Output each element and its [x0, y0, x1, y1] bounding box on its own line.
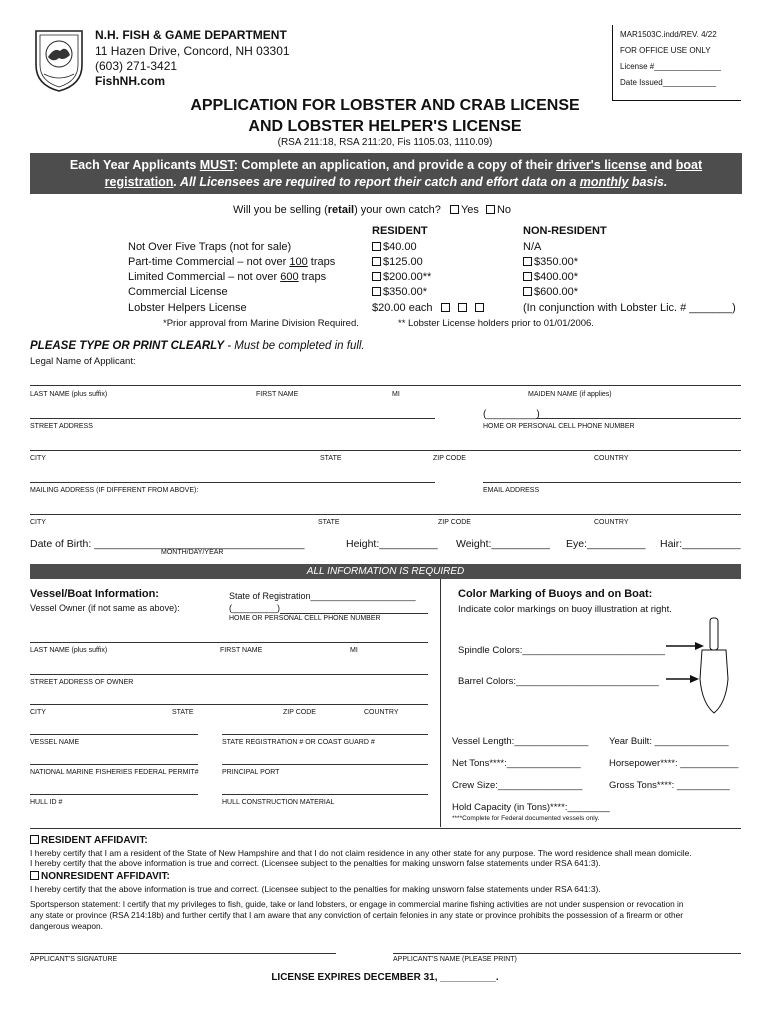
form-title-line2: AND LOBSTER HELPER'S LICENSE [248, 118, 522, 135]
owner-phone-area: (_________) [229, 603, 281, 613]
owner-state-caption: STATE [172, 709, 194, 716]
affidavit-divider [30, 828, 741, 829]
owner-phone-caption: HOME OR PERSONAL CELL PHONE NUMBER [229, 615, 381, 622]
date-issued-field[interactable]: Date Issued____________ [620, 78, 717, 87]
print-clearly-notice: PLEASE TYPE OR PRINT CLEARLY - Must be completed in full. [30, 340, 365, 352]
owner-city-caption: CITY [30, 709, 46, 716]
required-info-bar [30, 564, 741, 579]
notice-bar [30, 153, 742, 194]
nonresident-commercial-checkbox[interactable] [523, 287, 532, 296]
resident-commercial-checkbox[interactable] [372, 287, 381, 296]
gross-tons-field[interactable]: Gross Tons****: __________ [609, 780, 730, 791]
state-reg-number-caption: STATE REGISTRATION # OR COAST GUARD # [222, 739, 375, 746]
city-caption: CITY [30, 455, 46, 462]
vessel-name-caption: VESSEL NAME [30, 739, 80, 746]
owner-street-line[interactable] [30, 674, 428, 675]
buoy-instruction: Indicate color markings on buoy illustration at right. [458, 604, 672, 615]
dob-caption: MONTH/DAY/YEAR [161, 549, 224, 556]
email-address-line[interactable] [483, 482, 741, 483]
applicant-phone-area: (_________) [483, 409, 540, 420]
state-of-registration-field[interactable]: State of Registration_____________________ [229, 591, 416, 601]
fee-label-helper: Lobster Helpers License [128, 302, 247, 314]
nonresident-part-time-checkbox[interactable] [523, 257, 532, 266]
selling-question: Will you be selling (retail) your own catch? Yes No [233, 204, 512, 216]
owner-last-name-caption: LAST NAME (plus suffix) [30, 647, 108, 654]
resident-fee-helper: $20.00 each [372, 302, 486, 314]
department-address: 11 Hazen Drive, Concord, NH 03301 [95, 44, 290, 58]
buoy-illustration[interactable] [660, 617, 742, 715]
phone-caption: HOME OR PERSONAL CELL PHONE NUMBER [483, 423, 635, 430]
sportsperson-statement-1: Sportsperson statement: I certify that my privileges to fish, guide, take or land lobsters, or engage in commercial marine fishing activities are not under suspension or revocation in [30, 899, 684, 909]
nonresident-fee-part-time: $350.00* [521, 256, 578, 268]
license-number-field[interactable]: License #_______________ [620, 62, 721, 71]
resident-fee-five-traps: $40.00 [370, 241, 417, 253]
nonresident-affidavit-checkbox[interactable] [30, 871, 39, 880]
nonresident-fee-commercial: $600.00* [521, 286, 578, 298]
owner-zip-caption: ZIP CODE [283, 709, 316, 716]
mailing-city-line[interactable] [30, 514, 741, 515]
owner-name-line[interactable] [30, 642, 428, 643]
resident-affidavit-checkbox[interactable] [30, 835, 39, 844]
hull-id-caption: HULL ID # [30, 799, 63, 806]
street-address-caption: STREET ADDRESS [30, 423, 93, 430]
resident-fee-commercial: $350.00* [370, 286, 427, 298]
principal-port-line[interactable] [222, 764, 428, 765]
net-tons-field[interactable]: Net Tons****:______________ [452, 758, 581, 769]
department-logo [30, 27, 88, 93]
helper-checkbox-2[interactable] [458, 303, 467, 312]
vessel-length-field[interactable]: Vessel Length:______________ [452, 736, 589, 747]
notice-line-1: Each Year Applicants MUST: Complete an application, and provide a copy of their driver's license and boat [69, 158, 703, 172]
nonresident-fee-limited: $400.00* [521, 271, 578, 283]
selling-no-checkbox[interactable] [486, 205, 495, 214]
mailing-address-line[interactable] [30, 482, 435, 483]
first-name-caption: FIRST NAME [256, 391, 299, 398]
federal-footnote: ****Complete for Federal documented vessels only. [452, 815, 600, 822]
owner-street-caption: STREET ADDRESS OF OWNER [30, 679, 134, 686]
signature-caption: APPLICANT'S SIGNATURE [30, 956, 118, 963]
nmfs-permit-caption: NATIONAL MARINE FISHERIES FEDERAL PERMIT# [30, 769, 199, 776]
zip-caption: ZIP CODE [433, 455, 466, 462]
license-expiration: LICENSE EXPIRES DECEMBER 31, __________. [271, 972, 499, 983]
nmfs-permit-line[interactable] [30, 764, 198, 765]
signature-line[interactable] [30, 953, 336, 954]
weight-field[interactable]: Weight:__________ [456, 538, 550, 550]
resident-fee-part-time: $125.00 [370, 256, 423, 268]
required-info-text: ALL INFORMATION IS REQUIRED [306, 566, 465, 577]
form-rsa-citation: (RSA 211:18, RSA 211:20, Fis 1105.03, 1110.09) [277, 137, 493, 148]
city-state-line[interactable] [30, 450, 741, 451]
crew-size-field[interactable]: Crew Size:________________ [452, 780, 583, 791]
email-caption: EMAIL ADDRESS [483, 487, 540, 494]
mailing-address-caption: MAILING ADDRESS (IF DIFFERENT FROM ABOVE): [30, 487, 199, 494]
country-caption: COUNTRY [594, 455, 629, 462]
buoy-heading: Color Marking of Buoys and on Boat: [458, 588, 653, 600]
vessel-owner-label: Vessel Owner (if not same as above): [30, 603, 180, 613]
nonresident-header: NON-RESIDENT [523, 225, 607, 237]
hull-id-line[interactable] [30, 794, 198, 795]
selling-yes-checkbox[interactable] [450, 205, 459, 214]
owner-country-caption: COUNTRY [364, 709, 399, 716]
last-name-caption: LAST NAME (plus suffix) [30, 391, 108, 398]
date-of-birth-field[interactable]: Date of Birth: ____________________________________ [30, 538, 305, 550]
legal-name-label: Legal Name of Applicant: [30, 356, 136, 367]
state-reg-number-line[interactable] [222, 734, 428, 735]
sportsperson-statement-2: any state or province (RSA 214:18b) and further certify that I am aware that any conviction of certain felonies in any state or province prohibits the possession of a firearm or other [30, 910, 684, 920]
form-revision: MAR1503C.indd/REV. 4/22 [620, 30, 717, 39]
mi-caption: MI [392, 391, 400, 398]
nonresident-limited-checkbox[interactable] [523, 272, 532, 281]
fee-note-approval: *Prior approval from Marine Division Required. [163, 318, 359, 329]
nonresident-affidavit-heading: NONRESIDENT AFFIDAVIT: [30, 871, 170, 882]
height-field[interactable]: Height:__________ [346, 538, 438, 550]
spindle-colors-field[interactable]: Spindle Colors:___________________________ [458, 645, 666, 656]
resident-fee-limited: $200.00** [370, 271, 431, 283]
state-caption: STATE [320, 455, 342, 462]
printed-name-caption: APPLICANT'S NAME (PLEASE PRINT) [393, 956, 517, 963]
mailing-city-caption: CITY [30, 519, 46, 526]
resident-affidavit-text-1: I hereby certify that I am a resident of the State of New Hampshire and that I do not claim residence in any other state for any purpose. The word residence shall mean domicile. [30, 848, 692, 858]
applicant-phone-line[interactable] [536, 418, 741, 419]
street-address-line[interactable] [30, 418, 435, 419]
sportsperson-statement-3: dangerous weapon. [30, 921, 103, 931]
helper-checkbox-3[interactable] [475, 303, 484, 312]
mailing-state-caption: STATE [318, 519, 340, 526]
department-phone: (603) 271-3421 [95, 59, 178, 73]
hull-material-line[interactable] [222, 794, 428, 795]
helper-checkbox-1[interactable] [441, 303, 450, 312]
fee-note-lobster-holders: ** Lobster License holders prior to 01/01/2006. [398, 318, 594, 329]
resident-limited-checkbox[interactable] [372, 272, 381, 281]
year-built-field[interactable]: Year Built: ______________ [609, 736, 729, 747]
applicant-name-line[interactable] [30, 385, 741, 386]
section-divider [440, 579, 441, 827]
owner-first-name-caption: FIRST NAME [220, 647, 263, 654]
department-name: N.H. FISH & GAME DEPARTMENT [95, 28, 287, 42]
resident-affidavit-heading: RESIDENT AFFIDAVIT: [30, 835, 148, 846]
fee-label-commercial: Commercial License [128, 286, 228, 298]
resident-header: RESIDENT [372, 225, 428, 237]
owner-phone-line[interactable] [280, 613, 428, 614]
fee-label-limited: Limited Commercial – not over 600 traps [128, 271, 327, 283]
horsepower-field[interactable]: Horsepower****: ___________ [609, 758, 739, 769]
hair-color-field[interactable]: Hair:__________ [660, 538, 741, 550]
maiden-name-caption: MAIDEN NAME (if applies) [528, 391, 612, 398]
notice-line-2: registration. All Licensees are required to report their catch and effort data on a monthly basis. [104, 175, 668, 189]
resident-affidavit-text-2: I hereby certify that the above information is true and correct. (Licensee subject to the penalties for making unsworn false statements under RSA 641:3). [30, 858, 601, 868]
nonresident-affidavit-text: I hereby certify that the above information is true and correct. (Licensee subject to the penalties for making unsworn false statements under RSA 641:3). [30, 884, 601, 894]
department-website[interactable]: FishNH.com [95, 74, 166, 88]
owner-mi-caption: MI [350, 647, 358, 654]
fee-label-five-traps: Not Over Five Traps (not for sale) [128, 241, 292, 253]
vessel-heading: Vessel/Boat Information: [30, 588, 159, 600]
hold-capacity-field[interactable]: Hold Capacity (in Tons)****:________ [452, 802, 610, 813]
fee-label-part-time: Part-time Commercial – not over 100 traps [128, 256, 336, 268]
owner-city-line[interactable] [30, 704, 428, 705]
office-use-label: FOR OFFICE USE ONLY [620, 46, 711, 55]
form-title-line1: APPLICATION FOR LOBSTER AND CRAB LICENSE [190, 97, 580, 114]
barrel-colors-field[interactable]: Barrel Colors:___________________________ [458, 676, 659, 687]
principal-port-caption: PRINCIPAL PORT [222, 769, 280, 776]
mailing-country-caption: COUNTRY [594, 519, 629, 526]
nonresident-fee-five-traps: N/A [523, 241, 542, 253]
helper-lobster-license-number[interactable]: (In conjunction with Lobster Lic. # _______) [523, 302, 736, 314]
vessel-name-line[interactable] [30, 734, 198, 735]
hull-material-caption: HULL CONSTRUCTION MATERIAL [222, 799, 335, 806]
printed-name-line[interactable] [393, 953, 741, 954]
resident-part-time-checkbox[interactable] [372, 257, 381, 266]
resident-five-traps-checkbox[interactable] [372, 242, 381, 251]
mailing-zip-caption: ZIP CODE [438, 519, 471, 526]
eye-color-field[interactable]: Eye:__________ [566, 538, 646, 550]
